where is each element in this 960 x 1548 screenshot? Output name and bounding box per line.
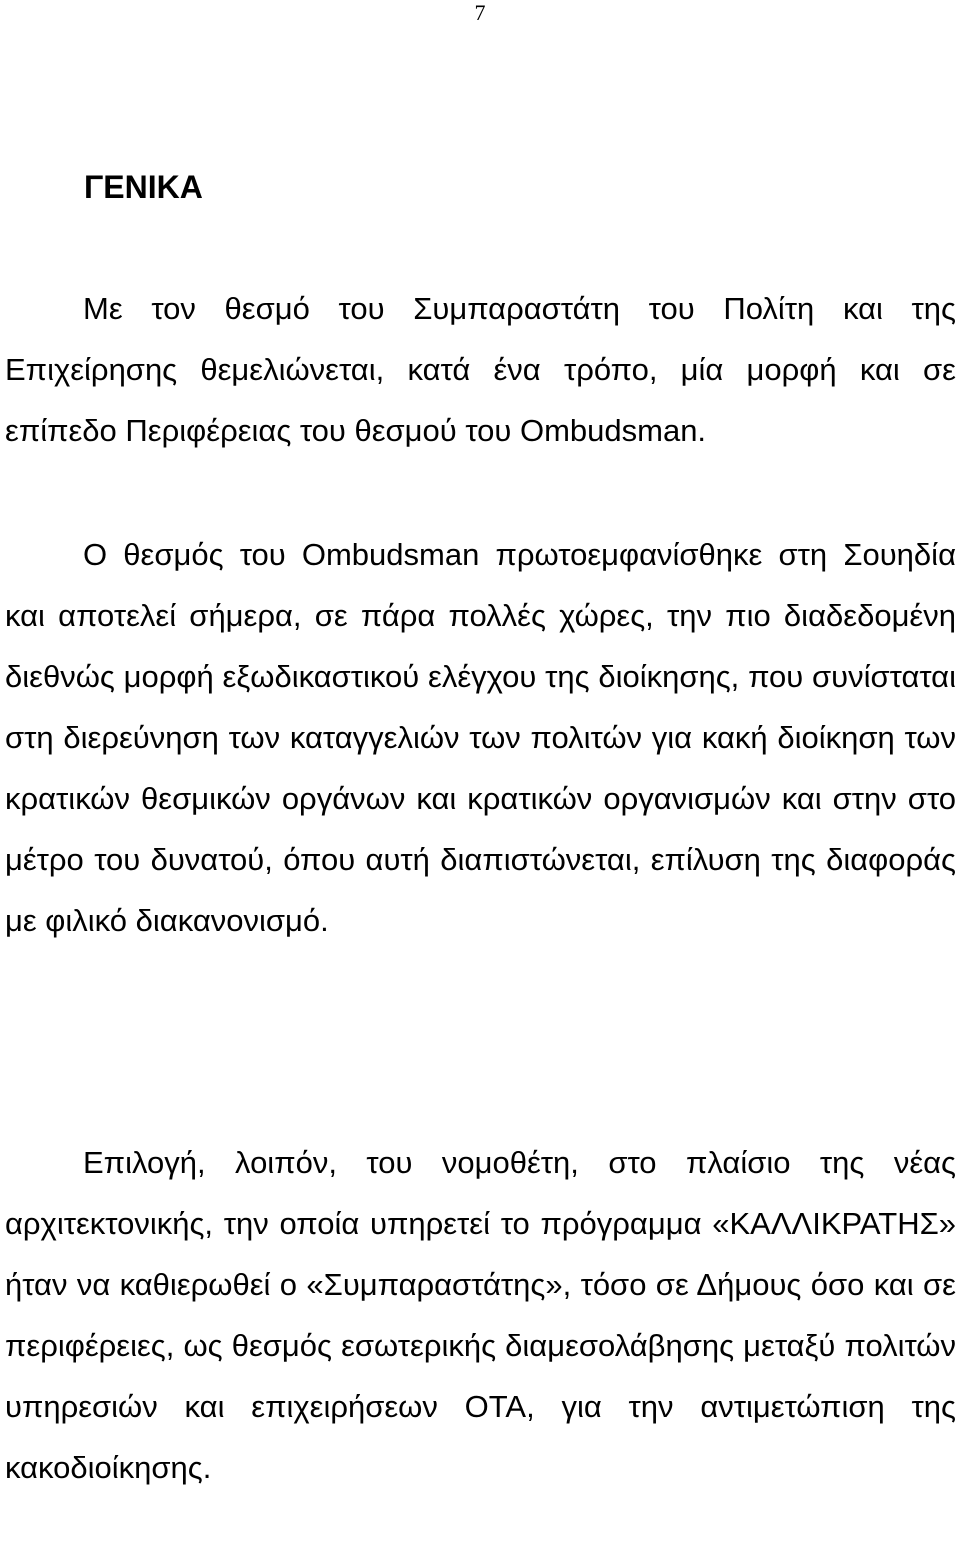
paragraph-1: Με τον θεσμό του Συμπαραστάτη του Πολίτη και της Επιχείρησης θεμελιώνεται, κατά ένα τρόπο, μία μορφή και σε επίπεδο Περιφέρειας του θεσμού του Ombudsman.	[5, 291, 956, 448]
page-number: 7	[474, 0, 486, 25]
paragraph-3: Επιλογή, λοιπόν, του νομοθέτη, στο πλαίσιο της νέας αρχιτεκτονικής, την οποία υπηρετεί το πρόγραμμα «ΚΑΛΛΙΚΡΑΤΗΣ» ήταν να καθιερωθεί ο «Συμπαραστάτης», τόσο σε Δήμους όσο και σε περιφέρειες, ως θεσμός εσωτερικής διαμεσολάβησης μεταξύ πολιτών υπηρεσιών και επιχειρήσεων ΟΤΑ, για την αντιμετώπιση της κακοδιοίκησης.	[5, 1145, 956, 1485]
section-heading: ΓΕΝΙΚΑ	[84, 169, 203, 205]
paragraph-2: Ο θεσμός του Ombudsman πρωτοεμφανίσθηκε στη Σουηδία και αποτελεί σήμερα, σε πάρα πολλές χώρες, την πιο διαδεδομένη διεθνώς μορφή εξωδικαστικού ελέγχου της διοίκησης, που συνίσταται στη διερεύνηση των καταγγελιών των πολιτών για κακή διοίκηση των κρατικών θεσμικών οργάνων και κρατικών οργανισμών και στην στο μέτρο του δυνατού, όπου αυτή διαπιστώνεται, επίλυση της διαφοράς με φιλικό διακανονισμό.	[5, 537, 956, 938]
